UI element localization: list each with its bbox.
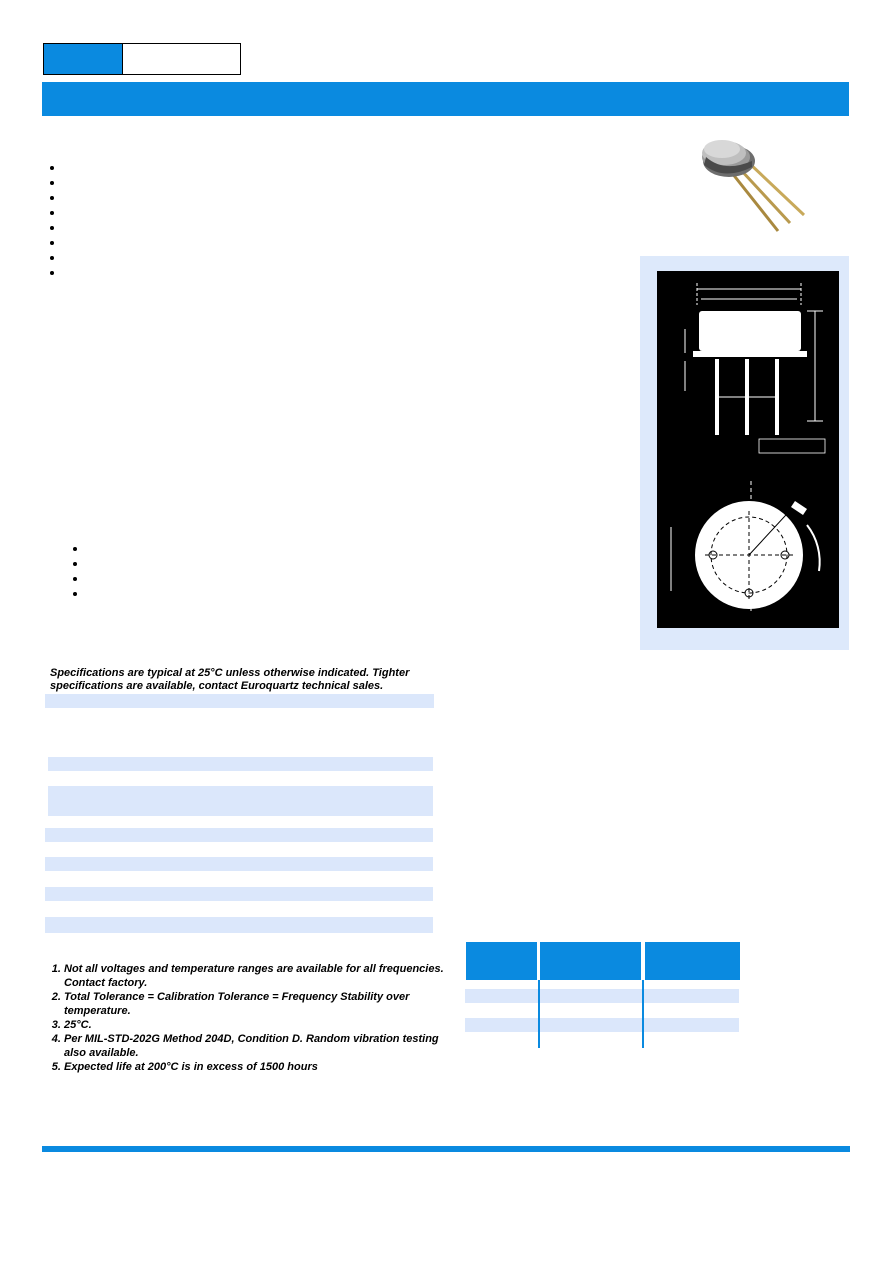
spec-row-stripe: [45, 887, 433, 901]
feature-item: [45, 161, 59, 176]
product-image: [694, 127, 824, 237]
specification-note: Specifications are typical at 25°C unless otherwise indicated. Tighter specifications are available, contact Euroquartz technical sales.: [50, 667, 410, 692]
spec-row-stripe: [48, 786, 433, 816]
title-banner: [42, 82, 849, 116]
feature-item: [45, 221, 59, 236]
sub-feature-item: [72, 557, 86, 572]
feature-item: [45, 191, 59, 206]
spec-row-stripe: [48, 757, 433, 771]
feature-item: [45, 206, 59, 221]
note-item: 3. 25°C.: [64, 1018, 459, 1032]
notes-list: [48, 962, 459, 1074]
order-table-header-cell: [540, 942, 641, 980]
package-outline-drawing-icon: [657, 271, 839, 628]
to-can-crystal-icon: [694, 127, 824, 237]
note-item: 4. Per MIL-STD-202G Method 204D, Condition D. Random vibration testing also available.: [64, 1032, 459, 1060]
order-table-stripe: [465, 989, 739, 1003]
feature-item: [45, 266, 59, 281]
header-tab-right: [122, 43, 241, 75]
feature-item: [45, 251, 59, 266]
spec-row-stripe: [45, 857, 433, 871]
footer-rule: [42, 1146, 850, 1152]
feature-list: [45, 161, 59, 281]
note-item: 1. Not all voltages and temperature ranges are available for all frequencies. Contact factory.: [64, 962, 459, 990]
order-table-header-cell: [645, 942, 740, 980]
spec-row-stripe: [45, 828, 433, 842]
note-item: 2. Total Tolerance = Calibration Tolerance = Frequency Stability over temperature.: [64, 990, 459, 1018]
order-table-divider: [538, 980, 540, 1048]
spec-row-stripe: [45, 694, 434, 708]
header-tab-left: [43, 43, 123, 75]
spec-row-stripe: [45, 917, 433, 933]
note-item: 5. Expected life at 200°C is in excess of 1500 hours: [64, 1060, 459, 1074]
sub-feature-list: [72, 542, 86, 602]
sub-feature-item: [72, 572, 86, 587]
feature-item: [45, 176, 59, 191]
order-table-divider: [642, 980, 644, 1048]
sub-feature-item: [72, 542, 86, 557]
sub-feature-item: [72, 587, 86, 602]
order-table-header-cell: [466, 942, 537, 980]
outline-drawing: [657, 271, 839, 628]
order-table-stripe: [465, 1018, 739, 1032]
feature-item: [45, 236, 59, 251]
